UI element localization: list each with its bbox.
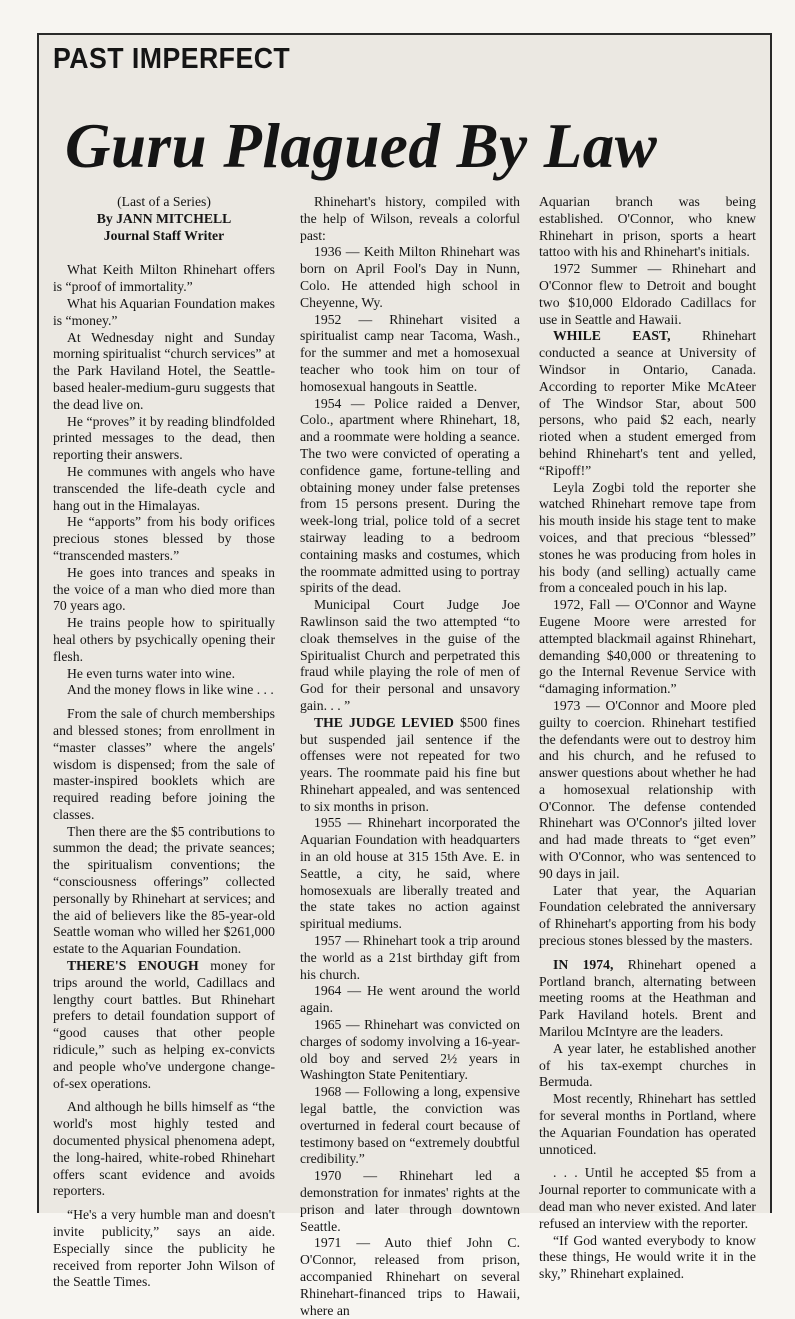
paragraph: 1957 — Rhinehart took a trip around the world as a 21st birthday gift from his church. [300, 933, 520, 982]
paragraph: 1972 Summer — Rhinehart and O'Connor flew to Detroit and bought two $10,000 Eldorado Cadillacs for use in Seattle and Hawaii. [539, 261, 756, 327]
paragraph-text: money for trips around the world, Cadillacs and lengthy court battles. But Rhinehart prefers to detail foundation support of “good causes that other people ridicule,” such as helping ex-convicts and people who've undergone change-of-sex operations. [53, 958, 275, 1091]
paragraph [539, 957, 756, 1041]
paragraph: 1936 — Keith Milton Rhinehart was born on April Fool's Day in Nunn, Colo. He attended high school in Cheyenne, Wy. [300, 244, 520, 310]
paragraph: 1952 — Rhinehart visited a spiritualist camp near Tacoma, Wash., for the summer and met a homosexual teacher who took him on tour of homosexual hangouts in Seattle. [300, 311, 520, 394]
paragraph: A year later, he established another of his tax-exempt churches in Bermuda. [539, 1040, 756, 1090]
author: By JANN MITCHELL [96, 210, 232, 226]
subhead-lead: THE JUDGE LEVIED [314, 714, 454, 730]
paragraph-text: Rhinehart opened a Portland branch, alternating between meeting rooms at the Heathman and Park Haviland hotels. Brent and Marilou McIntyre are the leaders. [539, 956, 757, 1040]
paragraph: From the sale of church memberships and blessed stones; from enrollment in “master classes” where the angels' wisdom is dispensed; from the sale of master-inspired booklets which are required reading before joining the classes. [53, 706, 275, 822]
column-2 [300, 194, 520, 1319]
headline: Guru Plagued By Law [65, 111, 658, 181]
paragraph: At Wednesday night and Sunday morning spiritualist “church services” at the Park Haviland Hotel, the Seattle-based healer-medium-guru suggests that the dead live on. [53, 329, 275, 412]
paragraph: 1970 — Rhinehart led a demonstration for inmates' rights at the prison and later through downtown Seattle. [300, 1168, 520, 1234]
paragraph [300, 715, 520, 816]
paragraph: He trains people how to spiritually heal others by psychically opening their flesh. [53, 615, 275, 664]
series-note: (Last of a Series) [117, 194, 211, 209]
column-1 [53, 194, 275, 1291]
paragraph: 1972, Fall — O'Connor and Wayne Eugene Moore were arrested for attempted blackmail against Rhinehart, demanding $40,000 or threatening to go the Internal Revenue Service with “damaging information.” [539, 597, 756, 697]
paragraph: He goes into trances and speaks in the voice of a man who died more than 70 years ago. [53, 564, 275, 614]
paragraph: Leyla Zogbi told the reporter she watched Rhinehart remove tape from his mouth inside his stage tent to make voices, and that precious “blessed” stones he was producing from holes in his body (and selling) actually came from a concealed pouch in his lap. [539, 479, 756, 596]
paragraph: Aquarian branch was being established. O'Connor, who knew Rhinehart in prison, sports a heart tattoo with his and Rhinehart's initials. [539, 194, 756, 260]
paragraph: 1968 — Following a long, expensive legal battle, the conviction was overturned in federal court because of testimony based on “extremely doubtful credibility.” [300, 1084, 520, 1167]
paragraph: What his Aquarian Foundation makes is “money.” [53, 295, 275, 328]
paragraph-text: Rhinehart conducted a seance at University of Windsor in Ontario, Canada. According to reporter Mike McAteer of The Windsor Star, about 500 persons, who paid $2 each, nearly rioted when a student emerged from behind Rhinehart's tent and yelled, “Ripoff!” [539, 328, 756, 478]
paragraph: Most recently, Rhinehart has settled for several months in Portland, where the Aquarian Foundation has operated unnoticed. [539, 1091, 756, 1157]
paragraph: “If God wanted everybody to know these things, He would write it in the sky,” Rhinehart explained. [539, 1232, 756, 1282]
paragraph: And although he bills himself as “the world's most highly tested and documented physical phenomena adept, the long-haired, white-robed Rhinehart offers scant evidence and avoids reporters. [53, 1099, 275, 1199]
column-3 [539, 194, 756, 1283]
paragraph: . . . Until he accepted $5 from a Journal reporter to communicate with a dead man who never existed. And later refused an interview with the reporter. [539, 1165, 756, 1231]
paragraph: Municipal Court Judge Joe Rawlinson said the two attempted “to cloak themselves in the guise of the Spiritualist Church and perpetrated this fraud while playing the role of men of God for their personal and unsavory gain. . . ” [300, 597, 520, 713]
paragraph: 1954 — Police raided a Denver, Colo., apartment where Rhinehart, 18, and a roommate were holding a seance. The two were convicted of operating a confidence game, fortune-telling and obtaining money under false pretenses from 15 persons present. During the week-long trial, police told of a secret stairway leading to a bedroom containing masks and costumes, which the roommate admitted using to portray spirits of the dead. [300, 395, 520, 596]
paragraph: 1965 — Rhinehart was convicted on charges of sodomy involving a 16-year-old boy and served 2½ years in Washington State Penitentiary. [300, 1017, 520, 1083]
paragraph: And the money flows in like wine . . . [67, 682, 274, 698]
paragraph: Then there are the $5 contributions to summon the dead; the private seances; the spiritualism conventions; the “consciousness offerings” collected personally by Rhinehart at services; and the aid of believers like the 85-year-old Seattle woman who willed her $261,000 estate to the Aquarian Foundation. [53, 823, 275, 957]
paragraph: He “apports” from his body orifices precious stones blessed by those “transcended masters.” [53, 514, 275, 563]
author-title: Journal Staff Writer [103, 227, 225, 243]
paragraph [53, 958, 275, 1092]
paragraph: “He's a very humble man and doesn't invite publicity,” says an aide. Especially since the publicity he received from reporter John Wilson of the Seattle Times. [53, 1207, 275, 1290]
paragraph: 1955 — Rhinehart incorporated the Aquarian Foundation with headquarters in an old house at 315 15th Ave. E. in Seattle, a city, he said, where homosexuals are liberally treated and the state takes no action against spiritual mediums. [300, 815, 520, 932]
paragraph: 1964 — He went around the world again. [300, 983, 520, 1016]
paragraph: 1971 — Auto thief John C. O'Connor, released from prison, accompanied Rhinehart on several Rhinehart-financed trips to Hawaii, where an [300, 1235, 520, 1318]
paragraph: He even turns water into wine. [67, 665, 235, 681]
paragraph: He communes with angels who have transcended the life-death cycle and hang out in the Himalayas. [53, 463, 275, 513]
paragraph: Later that year, the Aquarian Foundation celebrated the anniversary of Rhinehart's apporting from his body precious stones blessed by the masters. [539, 882, 756, 949]
byline [53, 194, 275, 244]
paragraph [539, 328, 756, 479]
paragraph: Rhinehart's history, compiled with the help of Wilson, reveals a colorful past: [300, 194, 520, 243]
paragraph: What Keith Milton Rhinehart offers is “proof of immortality.” [53, 262, 275, 295]
paragraph: He “proves” it by reading blindfolded printed messages to the dead, then reporting their answers. [53, 413, 275, 463]
newspaper-clipping [37, 33, 772, 1318]
section-kicker: PAST IMPERFECT [53, 43, 291, 75]
paragraph: 1973 — O'Connor and Moore pled guilty to coercion. Rhinehart testified the defendants were out to destroy him and his church, and he refused to answer questions about whether he had a homosexual relationship with O'Connor. The defense contended Rhinehart was O'Connor's jilted lover and had made threats to “get even” with O'Connor, who was sentenced to 90 days in jail. [539, 697, 756, 881]
subhead-lead: IN 1974, [553, 956, 614, 972]
subhead-lead: WHILE EAST, [553, 328, 671, 344]
subhead-lead: THERE'S ENOUGH [67, 958, 199, 974]
paragraph-text: $500 fines but suspended jail sentence if the offenses were not repeated for two years. The roommate paid his fine but Rhinehart appealed, and was sentenced to six months in prison. [300, 714, 521, 814]
